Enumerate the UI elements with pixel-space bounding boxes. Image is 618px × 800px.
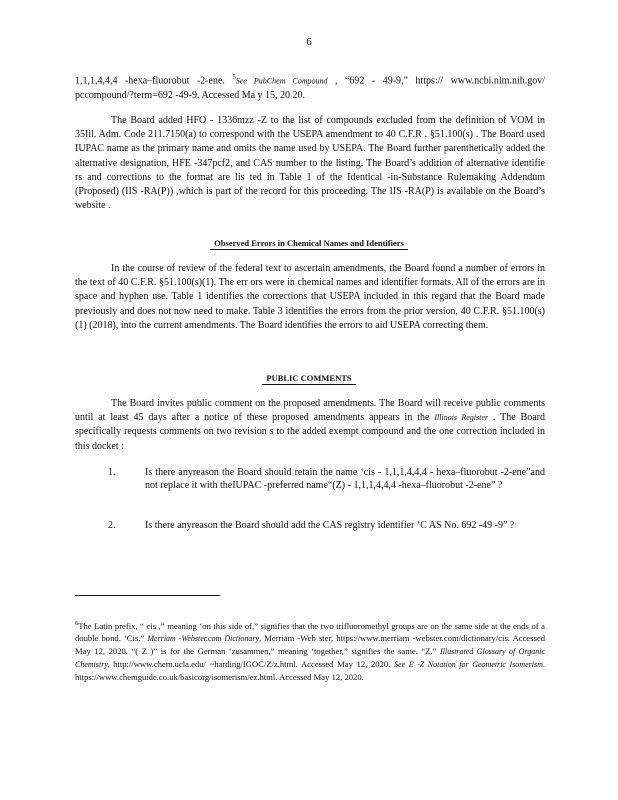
question-2 bbox=[110, 519, 545, 532]
question-text: Is there anyreason the Board should retain the name ‘cis - 1,1,1,4,4,4 - hexa–fluorobut -2-ene”and not replace it with theIUPAC -preferred name“(Z) - 1,1,1,4,4,4 -hexa–fluorobut -2-ene” ? bbox=[145, 467, 545, 492]
footnote-marker-5: 5 bbox=[232, 73, 236, 81]
citation-url: , “692 - 49-9,” https:// www.ncbi.nlm.nih.gov/ pccompound/?term=692 -49-9. Accessed Ma y 15, 20 20. bbox=[75, 75, 546, 101]
paragraph-invites-comment: The Board invites public comment on the proposed amendments. The Board will receive public comments until at least 45 days after a notice of these proposed amendments appears in the Illinois Register . The Board specifically requests comments on two revision s to the added exempt compound and the one correction included in this docket : bbox=[75, 398, 545, 452]
paragraph-citation-continued bbox=[75, 70, 545, 103]
section-heading-public-comments: PUBLIC COMMENTS bbox=[0, 373, 618, 385]
question-number: 2. bbox=[108, 520, 116, 531]
footnote-marker-6: 6 bbox=[75, 620, 79, 627]
question-number: 1. bbox=[108, 467, 116, 478]
page-number: 6 bbox=[306, 36, 312, 48]
paragraph-errors: In the course of review of the federal text to ascertain amendments, the Board found a number of errors in the text of 40 C.F.R. §51.100(s)(1). The err ors were in chemical names and identifier formats. All of the errors are in space and hyphen use. Table 1 identifies the corrections that USEPA included in this regard that the Board made previously and does not now need to make. Table 3 identifies the errors from the prior version, 40 C.F.R. §51.100(s)(1) (2018), into the current amendments. The Board identifies the errors to aid USEPA correcting them. bbox=[75, 263, 545, 331]
question-text: Is there anyreason the Board should add the CAS registry identifier ‘C AS No. 692 -49 -9” ? bbox=[145, 520, 515, 531]
section-heading-observed-errors: Observed Errors in Chemical Names and Identifiers bbox=[0, 238, 618, 250]
footnote-6: $^6$The Latin prefix, “ cis ,” meaning ‘on this side of,” signifies that the two trifluoromethyl groups are on the same side at the ends of a double bond. ‘Cis.” Merriam -Webster.com Dictionary, Merriam -Web ster, https://www.merriam -webster.com/dictionary/cis. Accessed May 12, 2020. “( Z )” is for the German ‘zusammen,” meaning ‘together,” signifies the same. “Z.” Illustrated Glossary of Organic Chemistry, http://www.chem.ucla.edu/ ~harding/IGOC/Z/z.html. Accessed May 12, 2020. See E -Z Notation for Geometric Isomerism. https://www.chemguide.co.uk/basicorg/isomerism/ez.html. Accessed May 12, 2020. bbox=[75, 620, 546, 682]
paragraph-board-added: The Board added HFO - 1336mzz -Z to the list of compounds excluded from the definition of VOM in 35Ill. Adm. Code 211.7150(a) to correspond with the USEPA amendment to 40 C.F.R . §51.100(s) . The Board used IUPAC name as the primary name and omits the name used by USEPA. The Board further parenthetically added the alternative designation, HFE -347pcf2, and CAS number to the listing. The Board’s addition of alternative identifie rs and corrections to the format are lis ted in Table 1 of the Identical -in-Substance Rulemaking Addendum (Proposed) (IIS -RA(P)) ,which is part of the record for this proceeding. The IIS -RA(P) is available on the Board’s website . bbox=[75, 115, 545, 212]
footnote-separator bbox=[75, 595, 220, 596]
illinois-register: Illinois Register bbox=[434, 413, 489, 423]
question-1 bbox=[110, 466, 545, 493]
citation-text: 1,1,1,4,4,4 -hexa–fluorobut -2-ene. bbox=[75, 75, 225, 87]
citation-source: See PubChem Compound bbox=[235, 76, 328, 86]
